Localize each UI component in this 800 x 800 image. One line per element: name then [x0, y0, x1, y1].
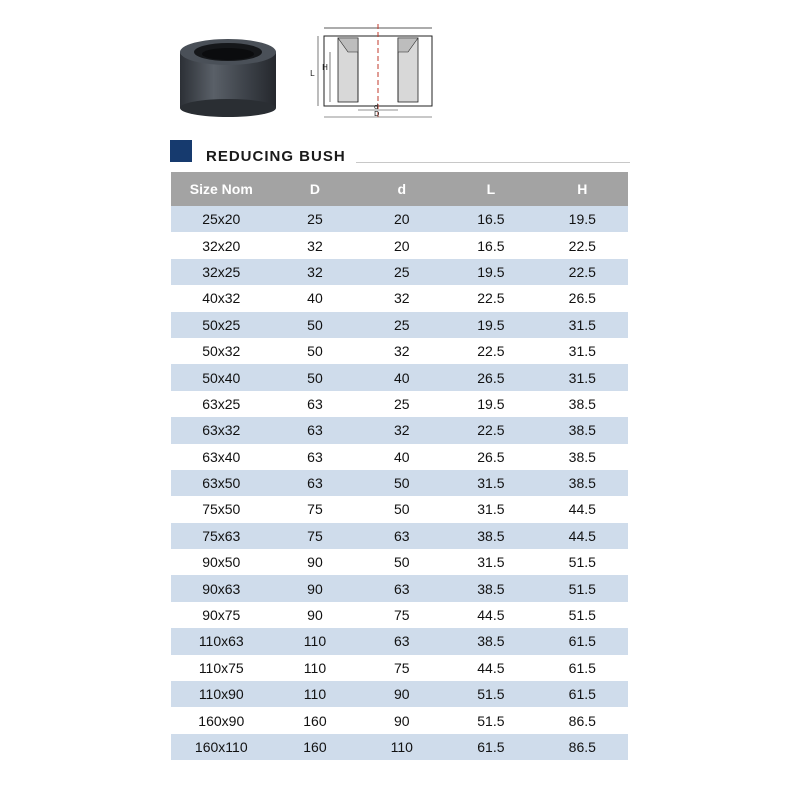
- cell-big-d: 110: [272, 628, 359, 654]
- table-row: [171, 655, 628, 681]
- table-row: [171, 549, 628, 575]
- cell-big-d: 90: [272, 575, 359, 601]
- cell-h: 51.5: [537, 549, 628, 575]
- cell-l: 61.5: [445, 734, 536, 760]
- cell-big-d: 63: [272, 391, 359, 417]
- cell-size-nom: 32x25: [171, 259, 272, 285]
- header-big-d: D: [272, 172, 359, 206]
- cell-small-d: 63: [358, 575, 445, 601]
- cell-h: 22.5: [537, 259, 628, 285]
- cell-size-nom: 90x75: [171, 602, 272, 628]
- table-row: [171, 259, 628, 285]
- cell-l: 31.5: [445, 496, 536, 522]
- cell-l: 26.5: [445, 444, 536, 470]
- table-row: [171, 734, 628, 760]
- drawing-label-d: d: [374, 103, 379, 111]
- cell-h: 51.5: [537, 602, 628, 628]
- cell-size-nom: 90x50: [171, 549, 272, 575]
- cell-big-d: 110: [272, 681, 359, 707]
- cell-size-nom: 63x25: [171, 391, 272, 417]
- cell-big-d: 90: [272, 549, 359, 575]
- table-body: [171, 206, 628, 760]
- drawing-label-h: H: [322, 63, 329, 72]
- cell-small-d: 50: [358, 496, 445, 522]
- cell-h: 38.5: [537, 470, 628, 496]
- cell-small-d: 90: [358, 681, 445, 707]
- header-size-nom: Size Nom: [171, 172, 272, 206]
- cell-l: 38.5: [445, 575, 536, 601]
- table-row: [171, 232, 628, 258]
- cell-h: 51.5: [537, 575, 628, 601]
- technical-drawing-graphic: [308, 22, 440, 122]
- cell-small-d: 40: [358, 444, 445, 470]
- cell-l: 16.5: [445, 206, 536, 232]
- cell-l: 16.5: [445, 232, 536, 258]
- cell-l: 22.5: [445, 338, 536, 364]
- table-row: [171, 628, 628, 654]
- cell-small-d: 25: [358, 312, 445, 338]
- cell-size-nom: 63x32: [171, 417, 272, 443]
- cell-l: 51.5: [445, 707, 536, 733]
- cell-h: 31.5: [537, 364, 628, 390]
- cell-small-d: 40: [358, 364, 445, 390]
- cell-big-d: 110: [272, 655, 359, 681]
- cell-h: 38.5: [537, 391, 628, 417]
- cell-h: 86.5: [537, 734, 628, 760]
- reducing-bush-technical-drawing: [308, 22, 440, 122]
- cell-h: 61.5: [537, 681, 628, 707]
- cell-h: 86.5: [537, 707, 628, 733]
- drawing-label-big-d: D: [374, 110, 380, 118]
- cell-l: 31.5: [445, 470, 536, 496]
- cell-big-d: 63: [272, 417, 359, 443]
- cell-small-d: 75: [358, 602, 445, 628]
- cell-size-nom: 110x75: [171, 655, 272, 681]
- table-row: [171, 206, 628, 232]
- cell-small-d: 32: [358, 338, 445, 364]
- table-row: [171, 417, 628, 443]
- cell-size-nom: 75x63: [171, 523, 272, 549]
- cell-big-d: 90: [272, 602, 359, 628]
- cell-small-d: 32: [358, 417, 445, 443]
- cell-l: 51.5: [445, 681, 536, 707]
- cell-l: 44.5: [445, 655, 536, 681]
- cell-l: 19.5: [445, 312, 536, 338]
- cell-l: 22.5: [445, 285, 536, 311]
- cell-small-d: 32: [358, 285, 445, 311]
- cell-h: 26.5: [537, 285, 628, 311]
- cell-l: 19.5: [445, 259, 536, 285]
- cell-size-nom: 90x63: [171, 575, 272, 601]
- cell-l: 38.5: [445, 523, 536, 549]
- cell-small-d: 50: [358, 549, 445, 575]
- cell-small-d: 20: [358, 206, 445, 232]
- table-row: [171, 364, 628, 390]
- table-row: [171, 285, 628, 311]
- cell-l: 31.5: [445, 549, 536, 575]
- cell-small-d: 25: [358, 391, 445, 417]
- cell-big-d: 32: [272, 259, 359, 285]
- cell-h: 61.5: [537, 655, 628, 681]
- cell-size-nom: 50x40: [171, 364, 272, 390]
- cell-size-nom: 32x20: [171, 232, 272, 258]
- header-small-d: d: [358, 172, 445, 206]
- table-row: [171, 523, 628, 549]
- spec-table: [171, 172, 628, 760]
- cell-l: 38.5: [445, 628, 536, 654]
- cell-small-d: 25: [358, 259, 445, 285]
- cell-small-d: 63: [358, 628, 445, 654]
- cell-h: 44.5: [537, 523, 628, 549]
- cell-h: 22.5: [537, 232, 628, 258]
- cell-small-d: 110: [358, 734, 445, 760]
- cell-big-d: 50: [272, 312, 359, 338]
- cell-big-d: 50: [272, 338, 359, 364]
- cell-small-d: 75: [358, 655, 445, 681]
- cell-size-nom: 110x90: [171, 681, 272, 707]
- cell-h: 19.5: [537, 206, 628, 232]
- cell-l: 44.5: [445, 602, 536, 628]
- cell-big-d: 63: [272, 444, 359, 470]
- reducing-bush-photo: [170, 28, 288, 120]
- cell-size-nom: 63x40: [171, 444, 272, 470]
- cell-size-nom: 63x50: [171, 470, 272, 496]
- cell-small-d: 20: [358, 232, 445, 258]
- cell-l: 19.5: [445, 391, 536, 417]
- cell-small-d: 50: [358, 470, 445, 496]
- header-l: L: [445, 172, 536, 206]
- cell-big-d: 25: [272, 206, 359, 232]
- cell-size-nom: 25x20: [171, 206, 272, 232]
- page-title: REDUCING BUSH: [206, 148, 346, 165]
- heading-divider: [356, 162, 630, 163]
- header-h: H: [537, 172, 628, 206]
- cell-big-d: 63: [272, 470, 359, 496]
- cell-h: 38.5: [537, 417, 628, 443]
- table-row: [171, 444, 628, 470]
- cell-h: 38.5: [537, 444, 628, 470]
- table-header-row: [171, 172, 628, 206]
- cell-h: 31.5: [537, 312, 628, 338]
- cell-small-d: 63: [358, 523, 445, 549]
- cell-l: 22.5: [445, 417, 536, 443]
- cell-size-nom: 50x25: [171, 312, 272, 338]
- cell-big-d: 40: [272, 285, 359, 311]
- cell-size-nom: 75x50: [171, 496, 272, 522]
- table-row: [171, 470, 628, 496]
- cell-h: 44.5: [537, 496, 628, 522]
- cell-big-d: 160: [272, 707, 359, 733]
- cell-small-d: 90: [358, 707, 445, 733]
- cell-big-d: 75: [272, 496, 359, 522]
- table-row: [171, 707, 628, 733]
- table-row: [171, 602, 628, 628]
- cell-big-d: 75: [272, 523, 359, 549]
- table-row: [171, 338, 628, 364]
- cell-l: 26.5: [445, 364, 536, 390]
- table-row: [171, 312, 628, 338]
- cell-size-nom: 160x110: [171, 734, 272, 760]
- cell-size-nom: 160x90: [171, 707, 272, 733]
- cell-big-d: 32: [272, 232, 359, 258]
- table-row: [171, 391, 628, 417]
- table-row: [171, 575, 628, 601]
- table-row: [171, 496, 628, 522]
- square-marker-icon: [170, 140, 192, 162]
- cell-size-nom: 50x32: [171, 338, 272, 364]
- cell-big-d: 50: [272, 364, 359, 390]
- cell-size-nom: 110x63: [171, 628, 272, 654]
- cell-h: 61.5: [537, 628, 628, 654]
- reducing-bush-photo-graphic: [170, 28, 288, 120]
- section-heading: [170, 140, 630, 170]
- table-row: [171, 681, 628, 707]
- cell-size-nom: 40x32: [171, 285, 272, 311]
- cell-big-d: 160: [272, 734, 359, 760]
- cell-h: 31.5: [537, 338, 628, 364]
- drawing-label-l: L: [310, 69, 315, 78]
